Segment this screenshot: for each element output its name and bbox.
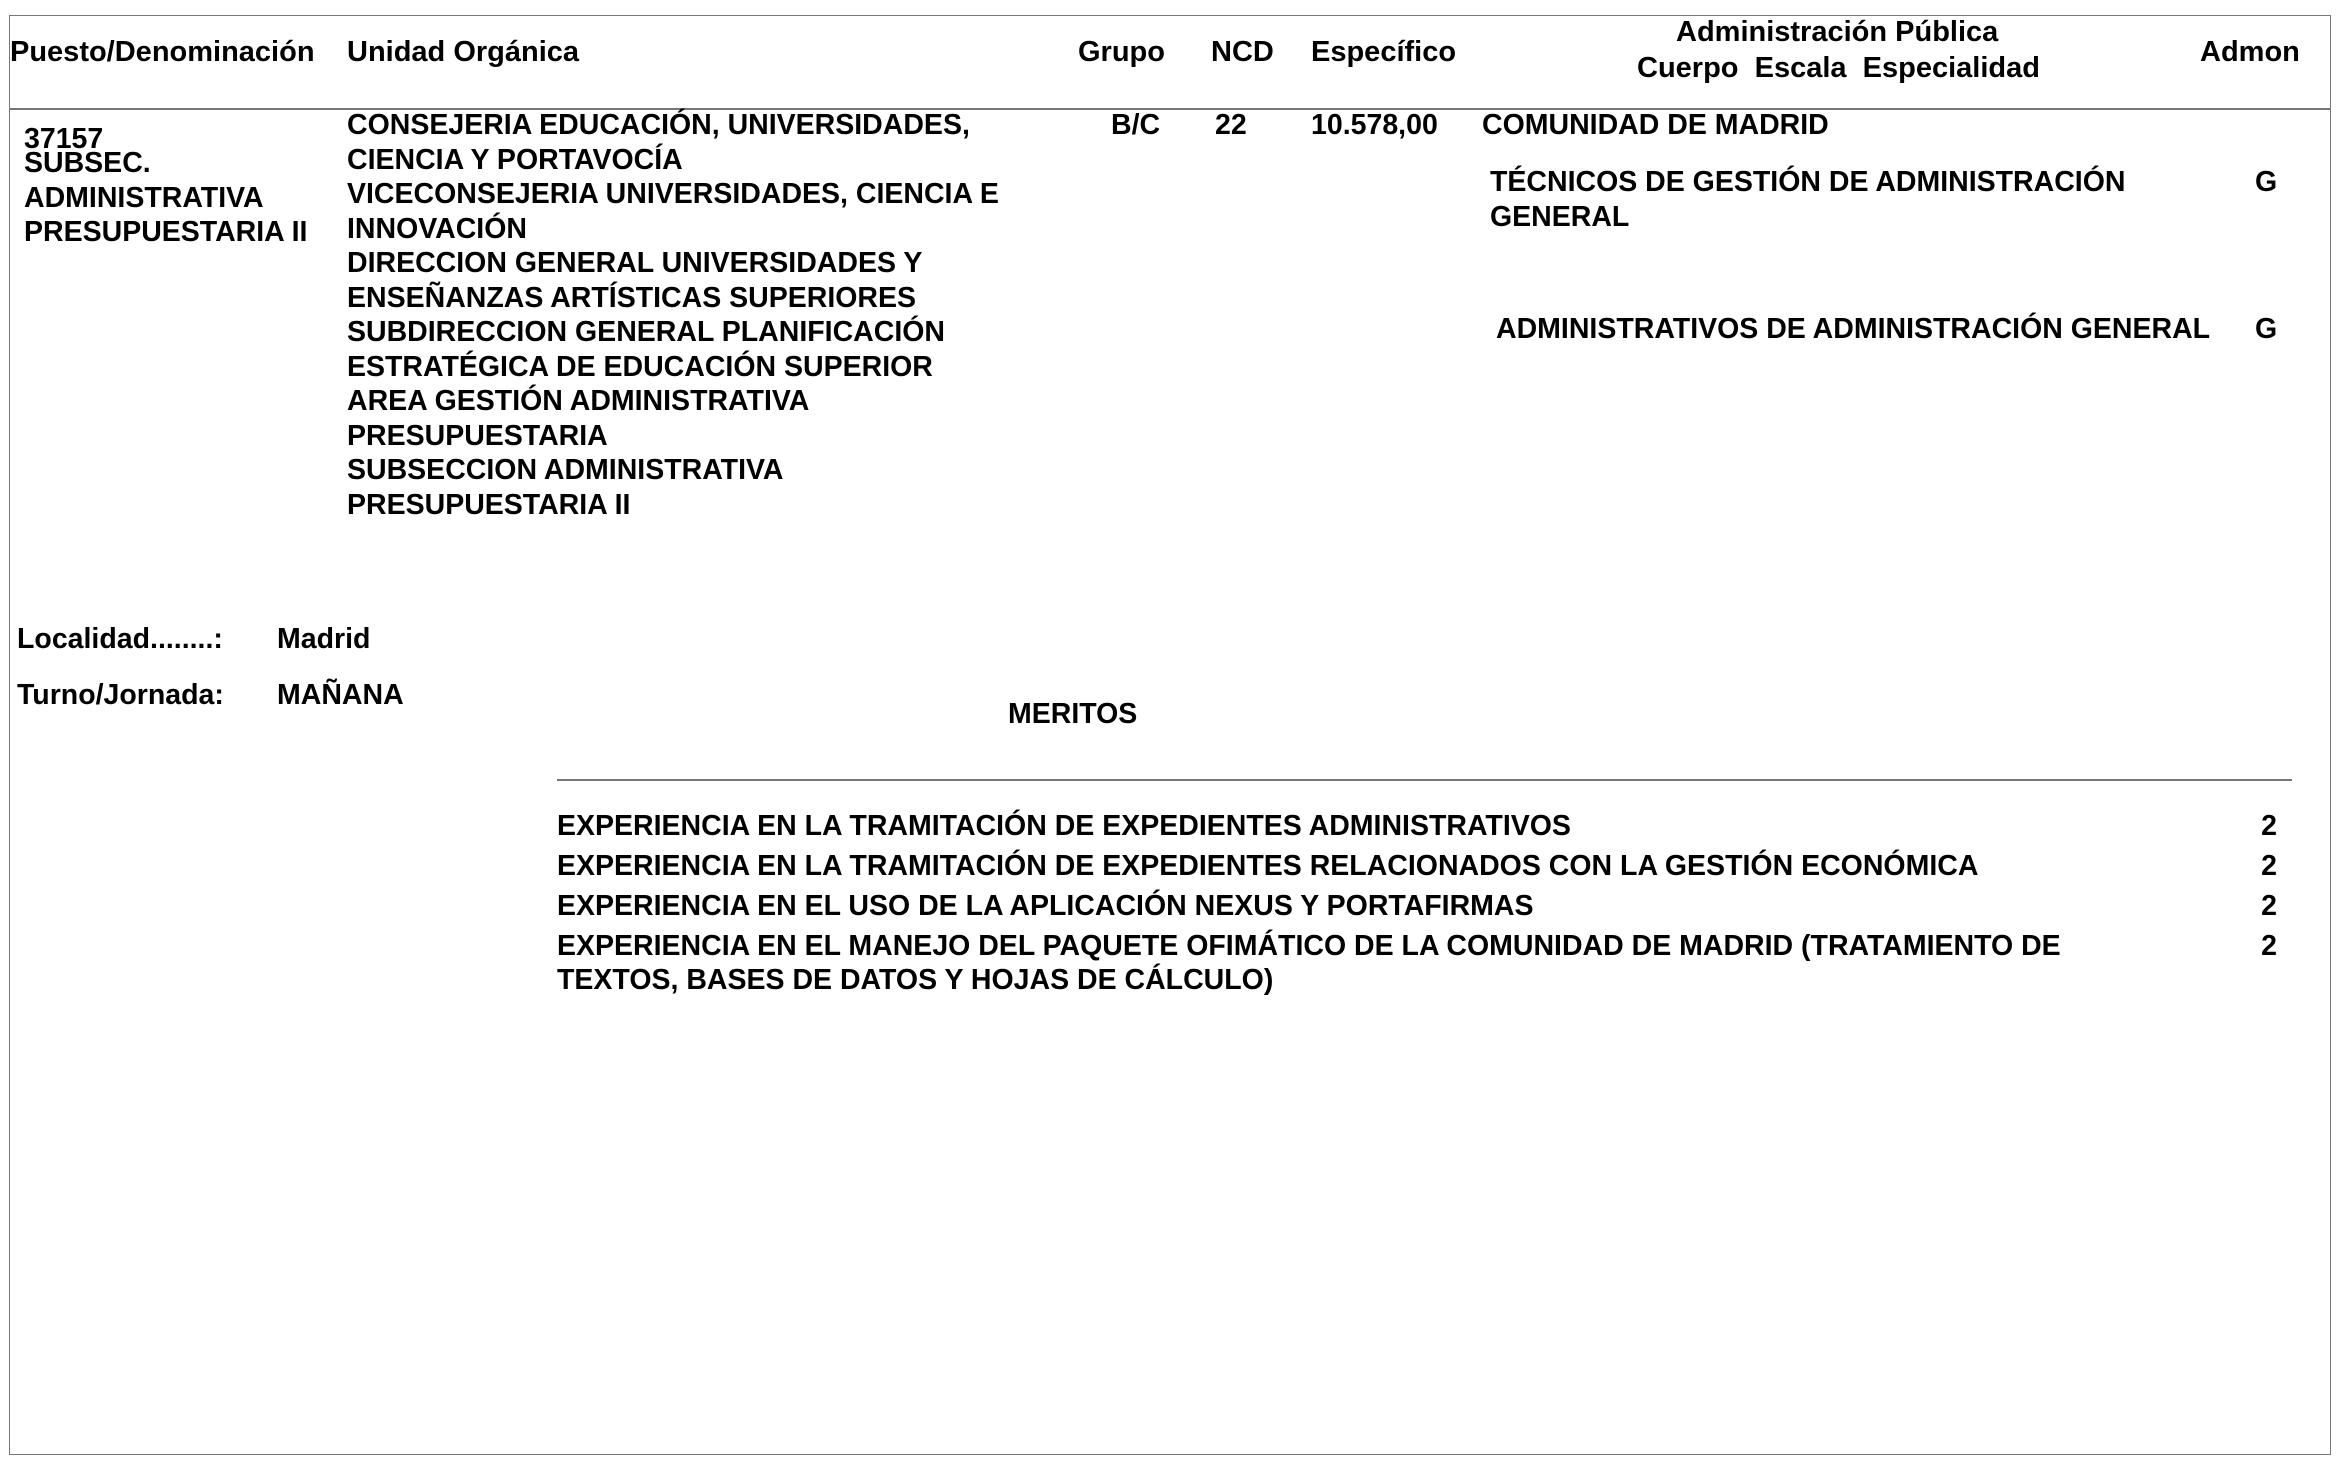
header-especifico: Específico [1311, 36, 1457, 68]
cuerpo-item [1490, 165, 2125, 234]
merit-text: EXPERIENCIA EN LA TRAMITACIÓN DE EXPEDIENTES RELACIONADOS CON LA GESTIÓN ECONÓMICA [557, 850, 1979, 882]
unidad-line: CIENCIA Y PORTAVOCÍA [347, 143, 683, 176]
cuerpo-line: ADMINISTRATIVOS DE ADMINISTRACIÓN GENERAL [1496, 313, 2211, 345]
unidad-line: CONSEJERIA EDUCACIÓN, UNIVERSIDADES, [347, 109, 970, 141]
turno-value: MAÑANA [277, 679, 404, 711]
post-especifico: 10.578,00 [1311, 109, 1438, 141]
post-administracion: COMUNIDAD DE MADRID [1482, 109, 1829, 141]
localidad-value: Madrid [277, 623, 371, 655]
cuerpo-item [1496, 312, 2210, 347]
unidad-organica [347, 108, 999, 522]
merit-score: 2 [2261, 930, 2277, 962]
denominacion-line: PRESUPUESTARIA II [24, 216, 308, 248]
header-cuerpo-escala: Cuerpo Escala Especialidad [1637, 52, 2040, 84]
post-grupo: B/C [1111, 109, 1161, 141]
header-puesto: Puesto/Denominación [10, 36, 315, 68]
unidad-line: DIRECCION GENERAL UNIVERSIDADES Y [347, 247, 923, 279]
header-admin-publica: Administración Pública [1676, 16, 1999, 48]
cuerpo-line: TÉCNICOS DE GESTIÓN DE ADMINISTRACIÓN [1490, 166, 2126, 198]
merit-text: EXPERIENCIA EN EL MANEJO DEL PAQUETE OFIMÁTICO DE LA COMUNIDAD DE MADRID (TRATAMIENTO DE TEXTOS, BASES DE DATOS Y HOJAS DE CÁLCULO) [557, 930, 2061, 996]
merit-score: 2 [2261, 850, 2277, 882]
merit-text: EXPERIENCIA EN EL USO DE LA APLICACIÓN NEXUS Y PORTAFIRMAS [557, 890, 1534, 922]
localidad-label: Localidad........: [17, 623, 223, 655]
header-grupo: Grupo [1078, 36, 1165, 68]
header-ncd: NCD [1211, 36, 1274, 68]
denominacion-line: SUBSEC. [24, 147, 151, 179]
unidad-line: VICECONSEJERIA UNIVERSIDADES, CIENCIA E [347, 178, 999, 210]
merit-score: 2 [2261, 890, 2277, 922]
cuerpo-line: GENERAL [1490, 200, 1630, 233]
turno-label: Turno/Jornada: [17, 679, 224, 711]
post-ncd: 22 [1215, 109, 1247, 141]
merit-score: 2 [2261, 810, 2277, 842]
unidad-line: PRESUPUESTARIA II [347, 488, 631, 521]
meritos-rule [557, 779, 2292, 781]
merit-text: EXPERIENCIA EN LA TRAMITACIÓN DE EXPEDIENTES ADMINISTRATIVOS [557, 810, 1571, 842]
meritos-title: MERITOS [1008, 698, 1138, 730]
unidad-line: AREA GESTIÓN ADMINISTRATIVA [347, 385, 810, 417]
unidad-line: ENSEÑANZAS ARTÍSTICAS SUPERIORES [347, 281, 917, 314]
unidad-line: PRESUPUESTARIA [347, 419, 608, 452]
unidad-line: ESTRATÉGICA DE EDUCACIÓN SUPERIOR [347, 350, 933, 383]
unidad-line: SUBSECCION ADMINISTRATIVA [347, 454, 784, 486]
header-admon: Admon [2200, 36, 2300, 68]
cuerpo-admon: G [2255, 313, 2278, 345]
header-unidad: Unidad Orgánica [347, 36, 580, 68]
unidad-line: SUBDIRECCION GENERAL PLANIFICACIÓN [347, 316, 945, 348]
denominacion-line: ADMINISTRATIVA [24, 181, 264, 214]
unidad-line: INNOVACIÓN [347, 212, 527, 245]
post-denominacion [24, 146, 307, 250]
cuerpo-admon: G [2255, 166, 2278, 198]
post-number: 37157 [24, 123, 104, 155]
